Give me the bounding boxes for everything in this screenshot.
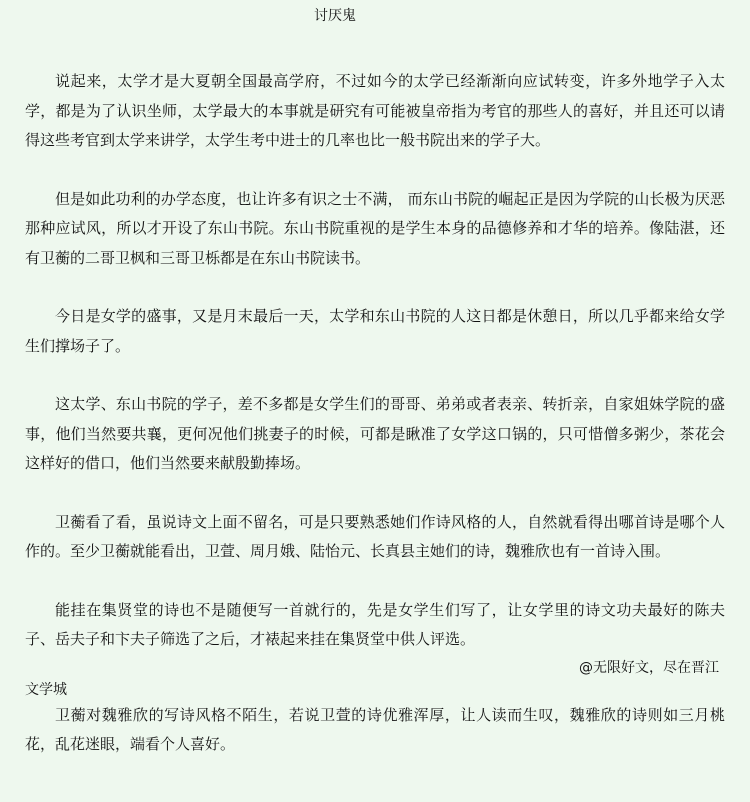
paragraph-2: 但是如此功利的办学态度，也让许多有识之士不满， 而东山书院的崛起正是因为学院的山长极为厌恶那种应试风，所以才开设了东山书院。东山书院重视的是学生本身的品德修养和才华的培养。像陆湛，还有卫蘅的二哥卫枫和三哥卫栎都是在东山书院读书。 bbox=[25, 189, 725, 267]
watermark-line-2: 文学城 bbox=[25, 681, 67, 698]
watermark-line-1: @无限好文，尽在晋江 bbox=[579, 659, 719, 676]
site-watermark bbox=[25, 657, 725, 701]
chapter-body bbox=[25, 67, 725, 760]
paragraph-4: 这太学、东山书院的学子，差不多都是女学生们的哥哥、弟弟或者表亲、转折亲，自家姐妹学院的盛事，他们当然要共襄，更何况他们挑妻子的时候，可都是瞅准了女学这口锅的，只可惜僧多粥少，茶花会这样好的借口，他们当然要来献殷勤捧场。 bbox=[25, 395, 725, 472]
paragraph-5: 卫蘅看了看，虽说诗文上面不留名，可是只要熟悉她们作诗风格的人，自然就看得出哪首诗是哪个人作的。至少卫蘅就能看出，卫萱、周月娥、陆怡元、长真县主她们的诗，魏雅欣也有一首诗入围。 bbox=[25, 512, 725, 560]
chapter-title: 讨厌鬼 bbox=[314, 8, 356, 24]
paragraph-6: 能挂在集贤堂的诗也不是随便写一首就行的，先是女学生们写了，让女学里的诗文功夫最好的陈夫子、岳夫子和卞夫子筛选了之后，才裱起来挂在集贤堂中供人评选。 bbox=[25, 600, 725, 648]
paragraph-1: 说起来，太学才是大夏朝全国最高学府，不过如今的太学已经渐渐向应试转变，许多外地学子入太学，都是为了认识坐师，太学最大的本事就是研究有可能被皇帝指为考官的那些人的喜好，并且还可以请得这些考官到太学来讲学，太学生考中进士的几率也比一般书院出来的学子大。 bbox=[25, 72, 725, 149]
paragraph-7: 卫蘅对魏雅欣的写诗风格不陌生，若说卫萱的诗优雅浑厚，让人读而生叹，魏雅欣的诗则如三月桃花，乱花迷眼，端看个人喜好。 bbox=[25, 705, 725, 753]
paragraph-3: 今日是女学的盛事，又是月末最后一天，太学和东山书院的人这日都是休憩日，所以几乎都来给女学生们撑场子了。 bbox=[25, 307, 725, 355]
